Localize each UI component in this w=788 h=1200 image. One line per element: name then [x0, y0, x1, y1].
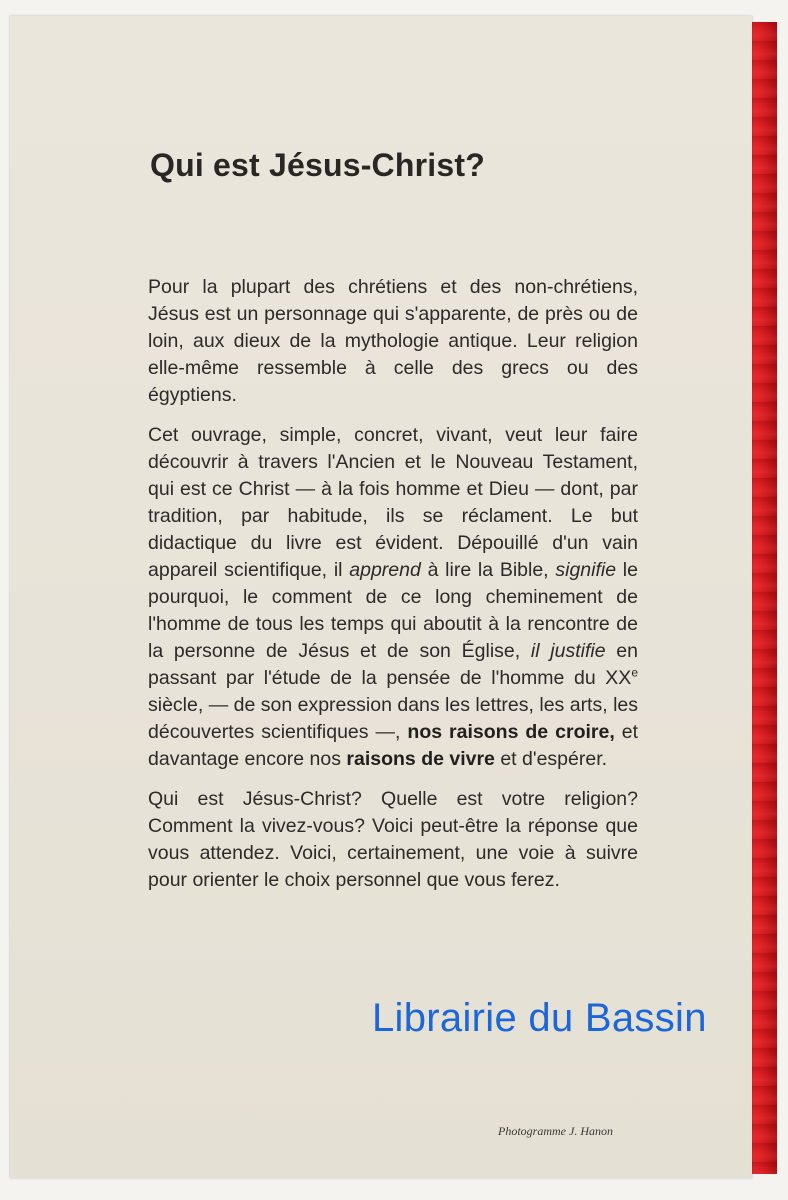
p2-text-6: et davantage encore nos [148, 721, 638, 770]
p2-text-7: et d'espérer. [494, 748, 608, 770]
blurb-text [148, 274, 638, 907]
p2-italic-signifie: signifie [555, 559, 617, 581]
p2-superscript: e [631, 665, 638, 680]
p2-bold-croire: nos raisons de croire, [407, 721, 615, 743]
blurb-paragraph-2 [148, 422, 638, 773]
p2-italic-justifie: il justifie [530, 640, 606, 662]
p2-text-2: à lire la Bible, [420, 559, 556, 581]
cover-title: Qui est Jésus-Christ? [150, 147, 485, 183]
p2-text-4: en passant par l'étude de la pensée de l'homme du XX [148, 640, 638, 689]
blurb-paragraph-1: Pour la plupart des chrétiens et des non-chrétiens, Jésus est un personnage qui s'apparente, de près ou de loin, aux dieux de la mythologie antique. Leur religion elle-même ressemble à celle des grecs ou des égyptiens. [148, 276, 638, 406]
bookseller-watermark: Librairie du Bassin [372, 996, 707, 1040]
p2-text-5: siècle, — de son expression dans les lettres, les arts, les découvertes scientifiques —, [148, 694, 638, 743]
p2-text-1: Cet ouvrage, simple, concret, vivant, veut leur faire découvrir à travers l'Ancien et le Nouveau Testament, qui est ce Christ — à la fois homme et Dieu — dont, par tradition, par habitude, ils se réclament. Le but didactique du livre est évident. Dépouillé d'un vain appareil scientifique, il [148, 424, 638, 581]
photo-credit: Photogramme J. Hanon [498, 1124, 613, 1138]
p2-italic-apprend: apprend [349, 559, 421, 581]
p2-text-3: le pourquoi, le comment de ce long cheminement de l'homme de tous les temps qui aboutit à la rencontre de la personne de Jésus et de son Église, [148, 559, 638, 662]
blurb-paragraph-3: Qui est Jésus-Christ? Quelle est votre religion? Comment la vivez-vous? Voici peut-être la réponse que vous attendez. Voici, certainement, une voie à suivre pour orienter le choix personnel que vous ferez. [148, 788, 638, 891]
p2-bold-vivre: raisons de vivre [346, 748, 495, 770]
